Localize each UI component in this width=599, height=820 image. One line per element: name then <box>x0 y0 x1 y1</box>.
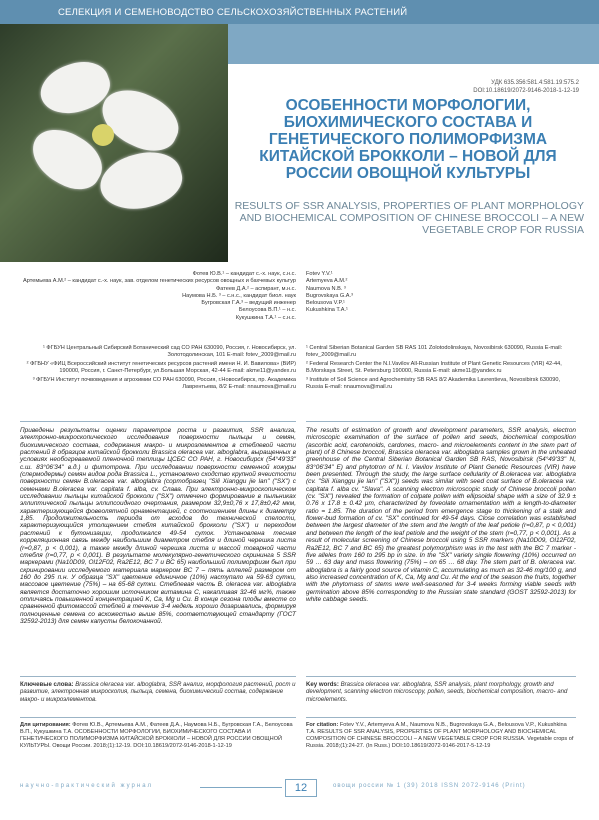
author-en: Kukushkina T.A.¹ <box>306 307 348 314</box>
affiliation: ² ФГБНУ «ФИЦ Всероссийский институт генетических ресурсов растений имени Н. И. Вавилова» (ВИР) 190000, Россия, г. Санкт-Петербург, ул.Большая Морская, 42-44 E-mail: akme11@yandex.ru <box>26 361 296 375</box>
article-title-ru: ОСОБЕННОСТИ МОРФОЛОГИИ, БИОХИМИЧЕСКОГО СОСТАВА И ГЕНЕТИЧЕСКОГО ПОЛИМОРФИЗМА КИТАЙСКОЙ БРОККОЛИ – НОВОЙ ДЛЯ РОССИИ ОВОЩНОЙ КУЛЬТУРЫ <box>259 97 557 182</box>
author-en: Fotev Y.V.¹ <box>306 271 333 277</box>
keywords-label: Key words: <box>306 681 339 688</box>
divider <box>306 421 576 422</box>
citation-text: Фотев Ю.В., Артемьева А.М., Фатеев Д.А., Наумова Н.Б., Бугровская Г.А., Белоусова В.П., Кукушкина Т.А. ОСОБЕННОСТИ МОРФОЛОГИИ, БИОХИМИЧЕСКОГО СОСТАВА И ГЕНЕТИЧЕСКОГО ПОЛИМОРФИЗМА КИТАЙСКОЙ БРОККОЛИ – НОВОЙ ДЛЯ РОССИИ ОВОЩНОЙ КУЛЬТУРЫ. Овощи России. 2018;(1):12-19. DOI:10.18619/2072-9146-2018-1-12-19 <box>20 722 293 750</box>
article-title-en: RESULTS OF SSR ANALYSIS, PROPERTIES OF PLANT MORPHOLOGY AND BIOCHEMICAL COMPOSITION OF CHINESE BROCCOLI – A NEW VEGETABLE CROP FOR RUSSIA <box>234 200 584 236</box>
author-en: Naumova N.B. ³ <box>306 285 346 292</box>
keywords-label: Ключевые слова: <box>20 681 74 688</box>
citation-en <box>306 722 576 750</box>
author-en: Bugrovskaya G.A.³ <box>306 292 353 299</box>
keywords-text: Brassica oleracea var. alboglabra, SSR анализ, морфология растений, рост и развитие, электронная микроскопия, пыльца, семена, биохимический состав, содержание макро- и микроэлементов. <box>20 681 296 703</box>
affiliation: ³ ФГБУН Институт почвоведения и агрохимии СО РАН 630090, Россия, г.Новосибирск, пр. Академика Лаврентьева, 8/2 E-mail: nnaumova@mail.ru <box>32 377 296 391</box>
author-ru: Кукушкина Т.А.¹ – с.н.с. <box>235 314 296 321</box>
abstract-ru: Приведены результаты оценки параметров роста и развития, SSR анализа, электронно-микроскопического исследования поверхности пыльцы и семян, биохимического состава, содержания макро- и микроэлементов в стеблевой части растений 8 образцов китайской брокколи Brassica oleracea var. alboglabra, выращенных в условиях необогреваемой пленочной теплицы ЦСБС СО РАН, г. Новосибирск (54°49'33'' с.ш. 83°06'34'' в.д.) и фитотрона. При исследовании поверхности семенной кожуры (спермодермы) семян видов рода Brassica L., установлено сходство крупной ячеистости поверхности семян B.oleracea var. alboglabra (сортобразец "Sili Xianggu jie lan" ("SX") с семенами B.oleracea var. capitata f. alba, cv. Слава. При электронно-микроскопическом исследовании пыльцы китайской брокколи ("SX") отмечено формирование в пыльниках эллиптической пыльцы эллипсоидного очертания, размером 32,9±0,76 x 17,8±0,42 мкм, характеризующейся фовеолятной орнаментацией, с соотношением длины к диаметру 1,85. Продолжительность периода от всходов до технической спелости, характеризующийся утолщением стебля китайской брокколи ("SX") и переходом растений к бутонизации, продолжался 49-54 суток. Установлена тесная корреляционная связь между наибольшим диаметром стебля и длиной черешка листа (r=0,87, p < 0,001), а также между длиной черешка листа и массой товарной части стебля (r=0,77, p < 0,001). В результате молекулярно-генетического скрининга 5 SSR маркерами (Na10D09, Ol12F02, Ra2E12, ВС 7 и ВС 65) наибольший полиморфизм был при скринировании исследуемого материала маркером ВС 7 – пять аллелей размером от 160 до 295 п.н. У образца "SX" цветение единичное (10%) наступало на 59-63 сутки, массовое цветение (75%) – на 65-68 сутки. Стеблевая часть B. oleracea var. alboglabra является достаточно хорошим источником витамина С, накапливая 32-46 мг%, также отличаясь повышенной концентрацией K, Ca, Mg и Cu. В конце сезона плоды вместе со сравненной фитомассой стеблей в течение 3-4 недель хорошо дозаривались, формируя полноценные семена со всхожестью выше 85%, соответствующей стандарту (ГОСТ 32592-2013) для семян капусты белокочанной. <box>20 427 296 625</box>
citation-ru <box>20 722 296 750</box>
footer-line <box>200 787 282 788</box>
affiliation: ¹ ФГБУН Центральный Сибирский Ботанический сад СО РАН 630090, Россия, г. Новосибирск, ул. Золотодолинская, 101 E-mail: fotev_2009@mail.ru <box>43 345 296 359</box>
authors-ru <box>20 271 296 322</box>
page-footer <box>0 779 599 795</box>
affiliation: ³ Institute of Soil Science and Agrochemistry SB RAS 8/2 Akademika Lavrentieva, Novosibirsk 630090, Russia E-mail: nnaumova@mail.ru <box>306 377 561 391</box>
citation-label: Для цитирования: <box>20 722 71 728</box>
keywords-text: Brassica oleracea var. alboglabra, SSR analysis, plant morphology, growth and development, scanning electron microscopy, pollen, seeds, biochemical composition, macro- and microelements. <box>306 681 568 703</box>
divider <box>20 676 296 677</box>
author-ru: Артемьева А.М.² – кандидат с.-х. наук, зав. отделом генетических ресурсов овощных и бахчевых культур <box>23 278 296 285</box>
journal-issue: овощи россии № 1 (39) 2018 ISSN 2072-9146 (Print) <box>333 783 526 789</box>
citation-label: For citation: <box>306 722 339 728</box>
keywords-en <box>306 681 576 703</box>
author-en: Belousova V.P.¹ <box>306 300 345 307</box>
affiliations-en <box>306 345 576 394</box>
broccoli-flower-photo <box>0 24 228 262</box>
page-number: 12 <box>285 779 317 797</box>
affiliation: ² Federal Research Center the N.I.Vavilov All-Russian Institute of Plant Genetic Resources (VIR) 42-44, B.Morskaya Street, St. Petersburg 190000, Russia E-mail: akme11@yandex.ru <box>306 361 562 375</box>
divider <box>20 717 296 718</box>
section-title: СЕЛЕКЦИЯ И СЕМЕНОВОДСТВО СЕЛЬСКОХОЗЯЙСТВЕННЫХ РАСТЕНИЙ <box>58 7 408 18</box>
udk-code: УДК 635.356:581.4:581.19:575.2 <box>491 80 579 86</box>
divider <box>306 676 576 677</box>
author-ru: Фатеев Д.А.² – аспирант, м.н.с. <box>215 285 296 292</box>
udk-block <box>473 79 579 95</box>
author-ru: Бугровская Г.А.³ – ведущий инженер <box>201 300 296 307</box>
author-en: Artemyeva A.M.² <box>306 278 348 285</box>
author-ru: Наумова Н.Б. ³ – с.н.с., кандидат биол. наук <box>182 292 296 299</box>
authors-en <box>306 271 576 315</box>
divider <box>20 421 296 422</box>
journal-type: научно-практический журнал <box>20 783 154 789</box>
doi: DOI:10.18619/2072-9146-2018-1-12-19 <box>473 88 579 94</box>
affiliation: ¹ Central Siberian Botanical Garden SB RAS 101 Zolotodolinskaya, Novosibirsk 630090, Russia E-mail: fotev_2009@mail.ru <box>306 345 563 359</box>
author-ru: Белоусова В.П.¹ – н.с. <box>238 307 296 314</box>
abstract-en: The results of estimation of growth and development parameters, SSR analysis, electron microscopic examination of the surface of pollen and seeds, biochemical composition (ascorbic acid, carotenoids, cardones, macro- and microelements content in the stem part of plant) of 8 Chinese broccoli, Brassica oleracea var. alboglabra samples grown in the unheated greenhouse of the Central Siberian Botanical Garden SB RAS, Novosibirsk (54°49'33'' N, 83°06'34'' E) and phytotron of N. I. Vavilov Institute of Plant Genetic Resources (VIR) have been presented. Through the study, the large surface cellularity of B.oleracea var. alboglabra (cv. "Sili Xianggu jie lan" ("SX")) seeds was similar with seed coat surface of B.oleracea var. capitata f. alba cv. "Slava". A scanning electron microscopic study of Chinese broccoli pollen (cv. "SX") revealed the formation of colpate pollen with ellipsoidal shape with a size of 32.9 ± 0.76 x 17.8 ± 0.42 μm, characterized by foveolate ornamentation with a length-to-diameter ratio = 1.85. The duration of the period from emergence stage to thickening of a stalk and flower-bud formation of cv. "SX" continued for 49-54 days. Close correlation was established between the largest diameter of the stem and the length of the leaf petiole (r=0,87, p < 0,001) and between the length of the leaf petiole and the weight of the stem (r=0,77, p < 0,001). As a result of molecular screening of Chinese broccoli using 5 SSR markers (Na10D09, Ol12F02, Ra2E12, BC 7 and BC 65) the greatest polymorphism was in the test with the BC 7 marker - five alleles from 160 to 295 bp in size. In the "SX" variety single flowering (10%) occurred on 59 … 63 day and mass flowering (75%) – on 65 … 68 day. The stem part of B. oleracea var. alboglabra is a fairly good source of vitamin C, accumulating as much as 32-46 mg/100 g, and also increased concentration of K, Ca, Mg and Cu. At the end of the season the fruits, together with the phytomass of stems were well-seasoned for 3-4 weeks forming viable seeds with germination above 85% corresponding to the Russian state standard (GOST 32592-2013) for white cabbage seeds. <box>306 427 576 603</box>
author-ru: Фотев Ю.В.¹ – кандидат с.-х. наук, с.н.с. <box>192 271 296 277</box>
affiliations-ru <box>20 345 296 394</box>
keywords-ru <box>20 681 296 703</box>
citation-text: Fotev Y.V., Artemyeva A.M., Naumova N.B., Bugrovskaya G.A., Belousova V.P., Kukushkina T.A. RESULTS OF SSR ANALYSIS, PROPERTIES OF PLANT MORPHOLOGY AND BIOCHEMICAL COMPOSITION OF CHINESE BROCCOLI – A NEW VEGETABLE CROP FOR RUSSIA. Vegetable crops of Russia. 2018;(1):24-27. (In Russ.) DOI:10.18619/2072-9146-2017-5-12-19 <box>306 722 574 750</box>
divider <box>306 717 576 718</box>
